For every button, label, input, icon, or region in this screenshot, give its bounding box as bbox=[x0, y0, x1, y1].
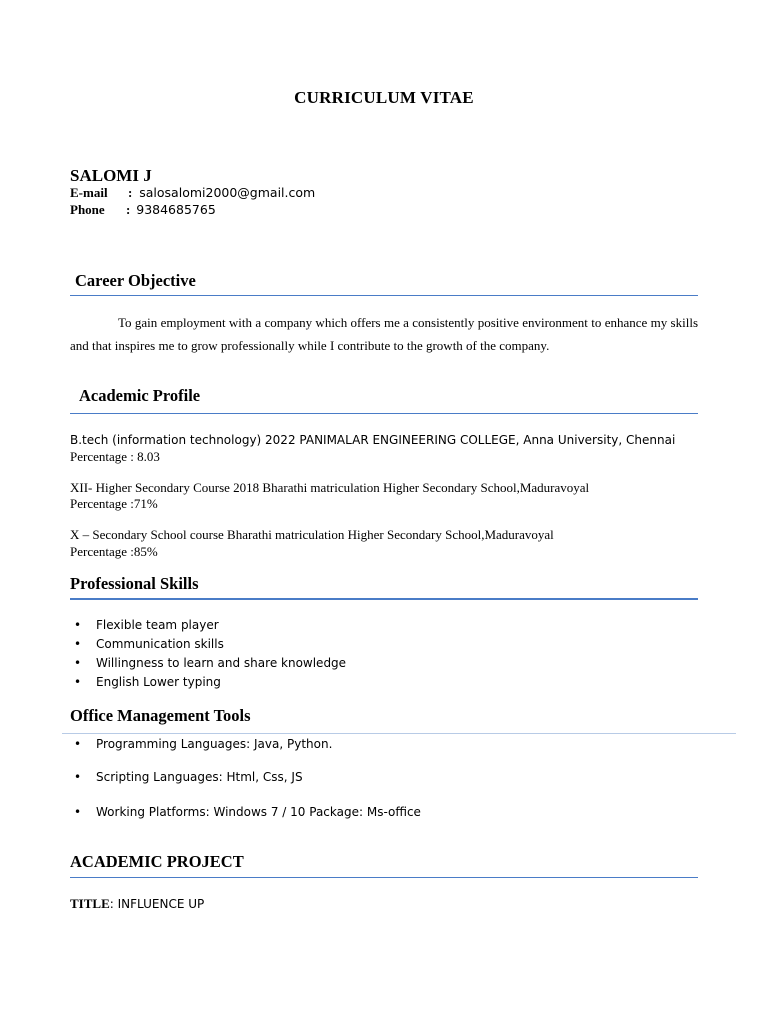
phone-value: 9384685765 bbox=[136, 202, 216, 217]
professional-skills-heading: Professional Skills bbox=[70, 574, 199, 593]
project-title-label: TITLE bbox=[70, 896, 110, 911]
bullet-icon: • bbox=[74, 637, 82, 651]
career-objective-rule bbox=[70, 295, 698, 296]
project-title-value: : INFLUENCE UP bbox=[109, 897, 205, 911]
email-label: E-mail bbox=[70, 185, 108, 200]
bullet-icon: • bbox=[74, 770, 82, 784]
professional-skills-rule bbox=[70, 598, 698, 600]
project-title-row bbox=[70, 896, 204, 912]
tool-item: • Programming Languages: Java, Python. bbox=[74, 737, 333, 751]
academic-percentage-btech: Percentage : 8.03 bbox=[70, 449, 160, 464]
bullet-icon: • bbox=[74, 737, 82, 751]
email-separator: : bbox=[128, 185, 133, 200]
academic-profile-rule bbox=[70, 413, 698, 414]
bullet-icon: • bbox=[74, 656, 82, 670]
bullet-icon: • bbox=[74, 675, 82, 689]
tool-item: • Working Platforms: Windows 7 / 10 Package: Ms-office bbox=[74, 805, 421, 819]
career-objective-text: To gain employment with a company which offers me a consistently positive environment to enhance my skills and that inspires me to grow professionally while I contribute to the growth of the company. bbox=[70, 315, 698, 353]
academic-profile-heading: Academic Profile bbox=[79, 386, 201, 405]
phone-row bbox=[70, 202, 216, 218]
skill-item: • Flexible team player bbox=[74, 618, 219, 632]
candidate-name: SALOMI J bbox=[70, 166, 152, 185]
academic-project-heading: ACADEMIC PROJECT bbox=[70, 852, 244, 871]
email-value: salosalomi2000@gmail.com bbox=[139, 185, 316, 200]
phone-label: Phone bbox=[70, 202, 105, 217]
academic-entry-btech: B.tech (information technology) 2022 PANIMALAR ENGINEERING COLLEGE, Anna University, Chennai bbox=[70, 433, 676, 447]
skill-item: • English Lower typing bbox=[74, 675, 221, 689]
email-row bbox=[70, 185, 315, 201]
phone-separator: : bbox=[126, 202, 131, 217]
skill-item: • Willingness to learn and share knowledge bbox=[74, 656, 347, 670]
academic-percentage-xii: Percentage :71% bbox=[70, 496, 158, 511]
academic-entry-xii: XII- Higher Secondary Course 2018 Bharathi matriculation Higher Secondary School,Maduravoyal bbox=[70, 480, 590, 495]
academic-percentage-x: Percentage :85% bbox=[70, 544, 158, 559]
academic-project-rule bbox=[70, 877, 698, 878]
document-title: CURRICULUM VITAE bbox=[294, 88, 474, 107]
office-tools-rule bbox=[62, 733, 736, 734]
bullet-icon: • bbox=[74, 618, 82, 632]
skill-item: • Communication skills bbox=[74, 637, 224, 651]
office-tools-heading: Office Management Tools bbox=[70, 706, 251, 725]
career-objective-heading: Career Objective bbox=[75, 271, 196, 290]
academic-entry-x: X – Secondary School course Bharathi matriculation Higher Secondary School,Maduravoyal bbox=[70, 527, 554, 542]
tool-item: • Scripting Languages: Html, Css, JS bbox=[74, 770, 303, 784]
bullet-icon: • bbox=[74, 805, 82, 819]
